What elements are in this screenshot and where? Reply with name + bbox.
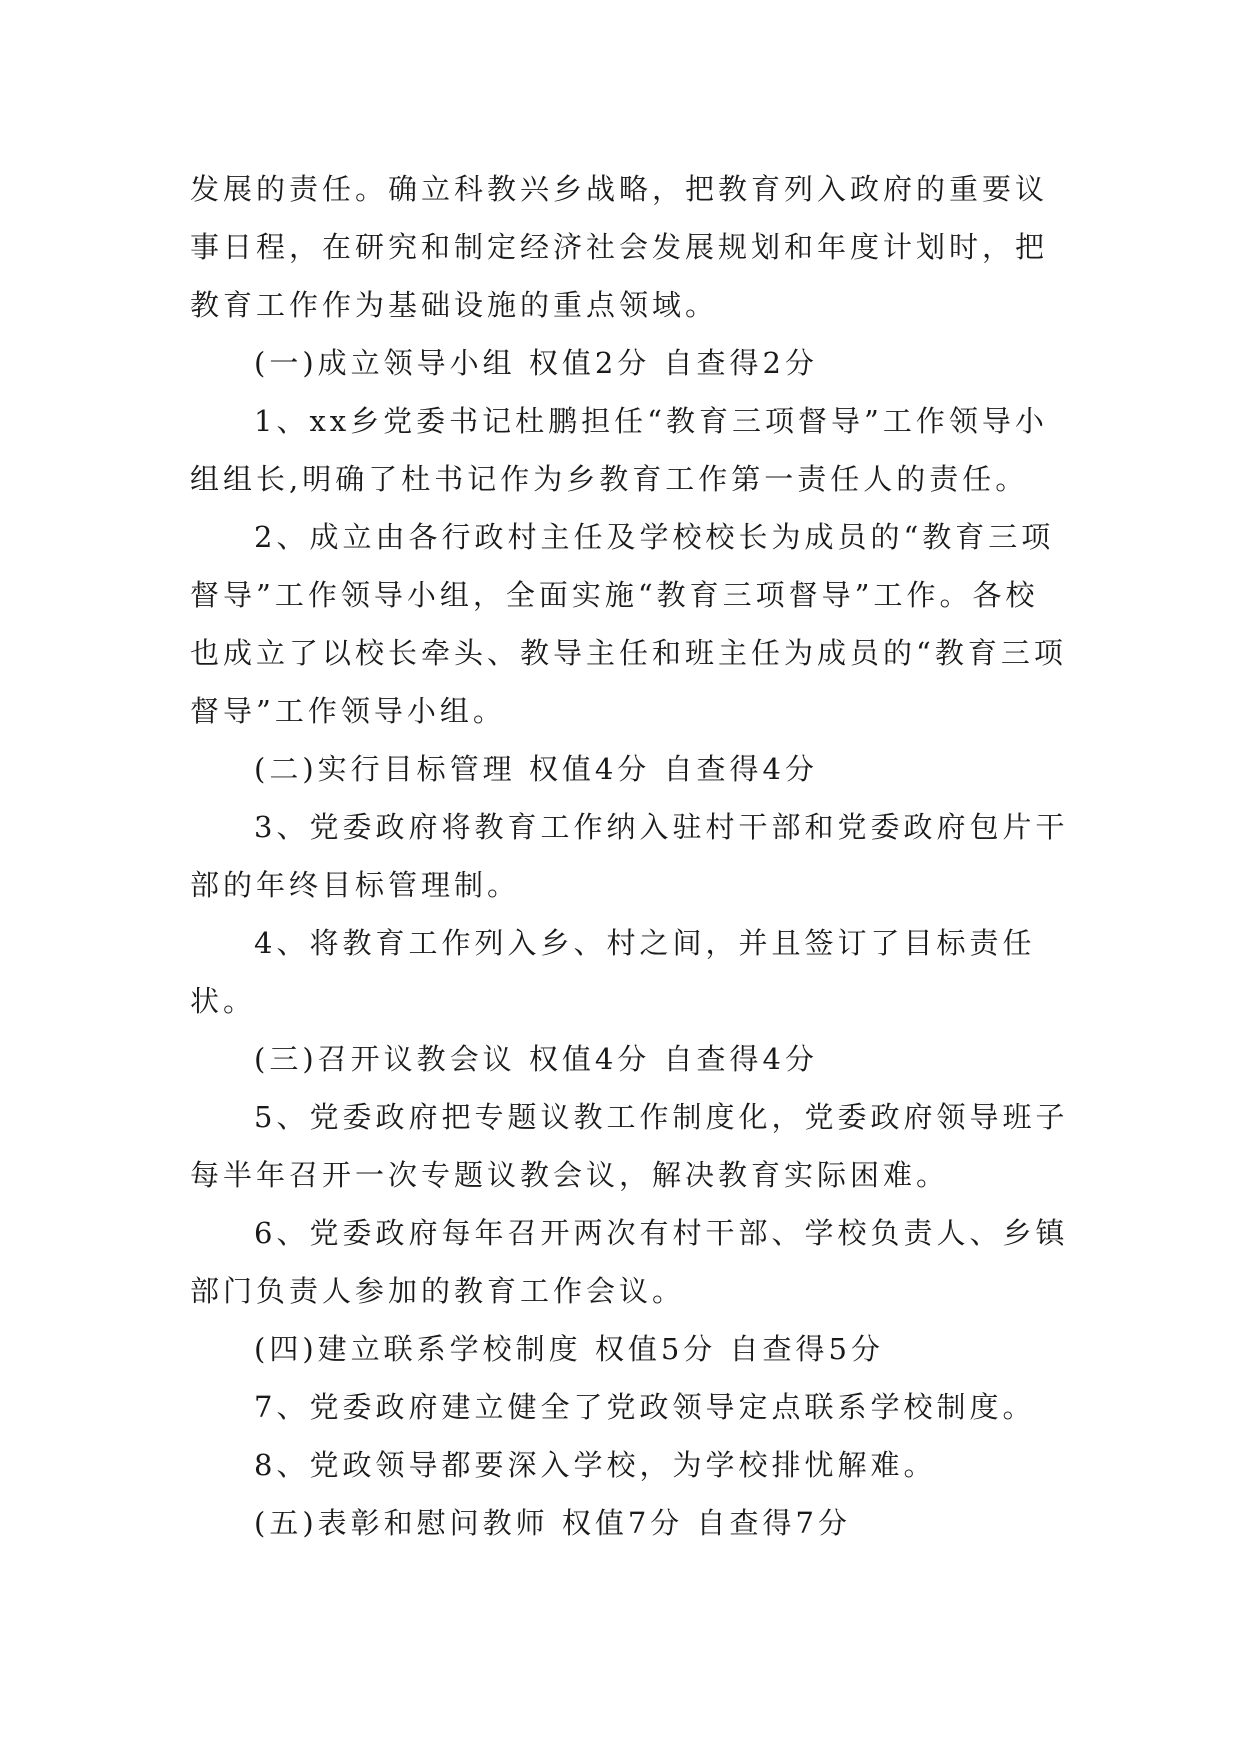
paragraph: 6、党委政府每年召开两次有村干部、学校负责人、乡镇部门负责人参加的教育工作会议。 xyxy=(190,1216,1069,1308)
paragraph: 发展的责任。确立科教兴乡战略，把教育列入政府的重要议事日程，在研究和制定经济社会发展规划和年度计划时，把教育工作作为基础设施的重点领域。 xyxy=(190,172,1049,322)
paragraph: 7、党委政府建立健全了党政领导定点联系学校制度。 xyxy=(254,1390,1036,1424)
paragraph: 8、党政领导都要深入学校，为学校排忧解难。 xyxy=(254,1448,937,1482)
paragraph: 1、xx乡党委书记杜鹏担任“教育三项督导”工作领导小组组长,明确了杜书记作为乡教育工作第一责任人的责任。 xyxy=(190,404,1048,496)
paragraph: (五)表彰和慰问教师 权值7分 自查得7分 xyxy=(254,1506,851,1540)
paragraph: (二)实行目标管理 权值4分 自查得4分 xyxy=(254,752,818,786)
paragraph: 2、成立由各行政村主任及学校校长为成员的“教育三项督导”工作领导小组，全面实施“教育三项督导”工作。各校也成立了以校长牵头、教导主任和班主任为成员的“教育三项督导”工作领导小组。 xyxy=(190,520,1067,728)
paragraph: (一)成立领导小组 权值2分 自查得2分 xyxy=(254,346,818,380)
paragraph: (四)建立联系学校制度 权值5分 自查得5分 xyxy=(254,1332,884,1366)
paragraph: 4、将教育工作列入乡、村之间，并且签订了目标责任状。 xyxy=(190,926,1036,1018)
paragraph: 5、党委政府把专题议教工作制度化，党委政府领导班子每半年召开一次专题议教会议，解决教育实际困难。 xyxy=(190,1100,1069,1192)
paragraph: (三)召开议教会议 权值4分 自查得4分 xyxy=(254,1042,818,1076)
paragraph: 3、党委政府将教育工作纳入驻村干部和党委政府包片干部的年终目标管理制。 xyxy=(190,810,1069,902)
document-body xyxy=(190,160,1070,1552)
